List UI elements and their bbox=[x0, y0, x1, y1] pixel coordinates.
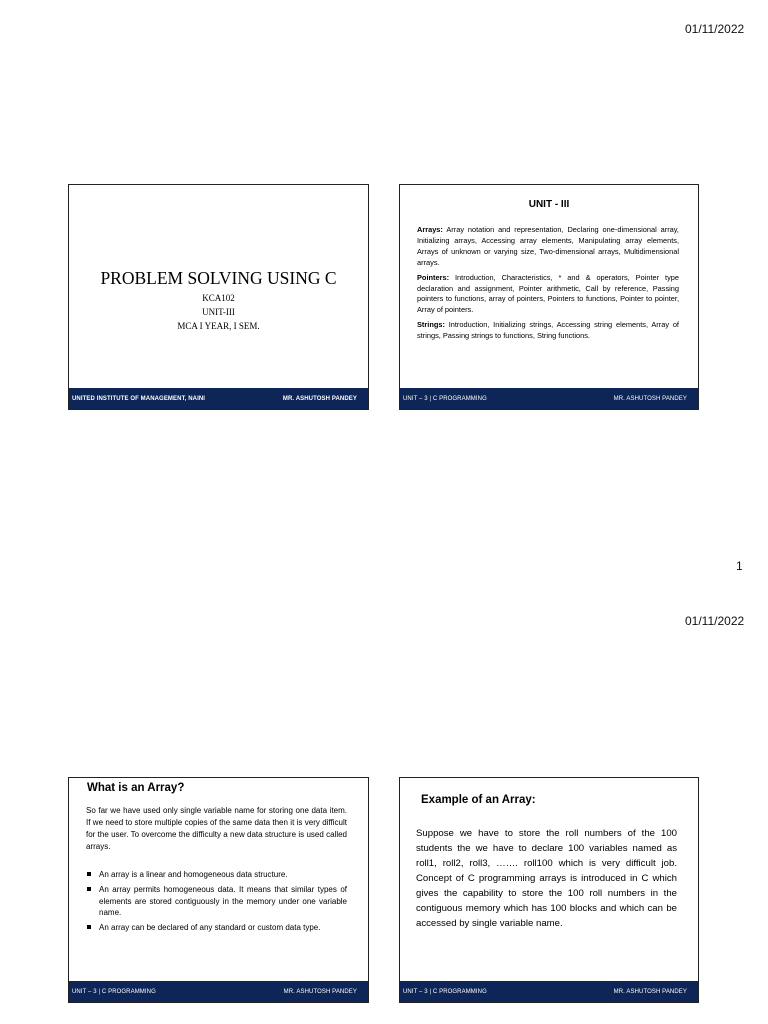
page-date: 01/11/2022 bbox=[685, 614, 745, 628]
slide-heading: UNIT - III bbox=[528, 199, 570, 210]
slide-footer bbox=[400, 981, 698, 1002]
footer-left-text: UNITED INSTITUTE OF MANAGEMENT, NAINI bbox=[72, 395, 206, 402]
course-code: KCA102 bbox=[202, 293, 235, 303]
footer-right-text: MR. ASHUTOSH PANDEY bbox=[282, 395, 357, 402]
slide-what-is-array bbox=[68, 777, 369, 1003]
intro-paragraph: So far we have used only single variable name for storing one data item. If we need to store multiple copies of the same data then it is very difficult for the user. To overcome the difficulty a new data structure is used called arrays. bbox=[86, 806, 347, 851]
list-item bbox=[86, 922, 347, 934]
slide-array-example bbox=[399, 777, 699, 1003]
slide-footer bbox=[400, 388, 698, 409]
footer-right-text: MR. ASHUTOSH PANDEY bbox=[613, 395, 687, 402]
syllabus-section-strings bbox=[417, 320, 679, 342]
syllabus-section-pointers bbox=[417, 273, 679, 317]
footer-right-text: MR. ASHUTOSH PANDEY bbox=[613, 988, 687, 995]
list-item-text: An array permits homogeneous data. It means that similar types of elements are stored contiguously in the memory under one variable name. bbox=[99, 885, 347, 918]
list-item-text: An array can be declared of any standard or custom data type. bbox=[99, 923, 321, 933]
list-item-text: An array is a linear and homogeneous data structure. bbox=[99, 870, 288, 879]
section-text: Introduction, Initializing strings, Accessing string elements, Array of strings, Passing strings to functions, String functions. bbox=[417, 320, 679, 341]
slide-heading: What is an Array? bbox=[87, 782, 185, 794]
footer-left-text: UNIT – 3 | C PROGRAMMING bbox=[403, 988, 487, 995]
bullet-square-icon bbox=[87, 872, 91, 876]
slide-syllabus bbox=[399, 184, 699, 410]
bullet-list bbox=[86, 869, 347, 937]
syllabus-section-arrays bbox=[417, 225, 679, 269]
bullet-square-icon bbox=[87, 925, 91, 929]
slide-heading: Example of an Array: bbox=[421, 794, 536, 806]
page-number: 1 bbox=[736, 559, 743, 573]
slide-footer bbox=[69, 981, 368, 1002]
section-label: Pointers: bbox=[417, 272, 450, 282]
section-text: Array notation and representation, Declaring one-dimensional array, Initializing arrays, Accessing array elements, Manipulating array elements, Arrays of unknown or varying size, Two-dimensional arrays, Multidimensional arrays. bbox=[417, 225, 679, 267]
page-date: 01/11/2022 bbox=[685, 22, 745, 36]
syllabus-body bbox=[417, 225, 679, 346]
list-item bbox=[86, 884, 347, 919]
list-item bbox=[86, 869, 347, 881]
footer-right-text: MR. ASHUTOSH PANDEY bbox=[283, 988, 357, 995]
slide-title-heading: PROBLEM SOLVING USING C bbox=[100, 268, 337, 288]
semester-label: MCA I YEAR, I SEM. bbox=[177, 321, 260, 331]
example-paragraph: Suppose we have to store the roll numbers of the 100 students the we have to declare 100 variables named as roll1, roll2, roll3, ……. roll100 which is very difficult job. Concept of C programming arrays is introduced in C which gives the capability to store the 100 roll numbers in the contiguous memory which has 100 blocks and which can be accessed by single variable name. bbox=[416, 828, 677, 929]
section-text: Introduction, Characteristics, * and & operators, Pointer type declaration and assignment, Pointer arithmetic, Call by reference, Passing pointers to functions, array of pointers, Pointers to functions, Pointer to pointer, Array of pointers. bbox=[417, 272, 679, 315]
slide-footer bbox=[69, 388, 368, 409]
section-label: Strings: bbox=[417, 320, 445, 330]
footer-left-text: UNIT – 3 | C PROGRAMMING bbox=[72, 988, 156, 995]
slide-title bbox=[68, 184, 369, 410]
section-label: Arrays: bbox=[417, 225, 443, 234]
unit-label: UNIT-III bbox=[202, 307, 235, 317]
bullet-square-icon bbox=[87, 887, 91, 891]
footer-left-text: UNIT – 3 | C PROGRAMMING bbox=[403, 395, 487, 402]
